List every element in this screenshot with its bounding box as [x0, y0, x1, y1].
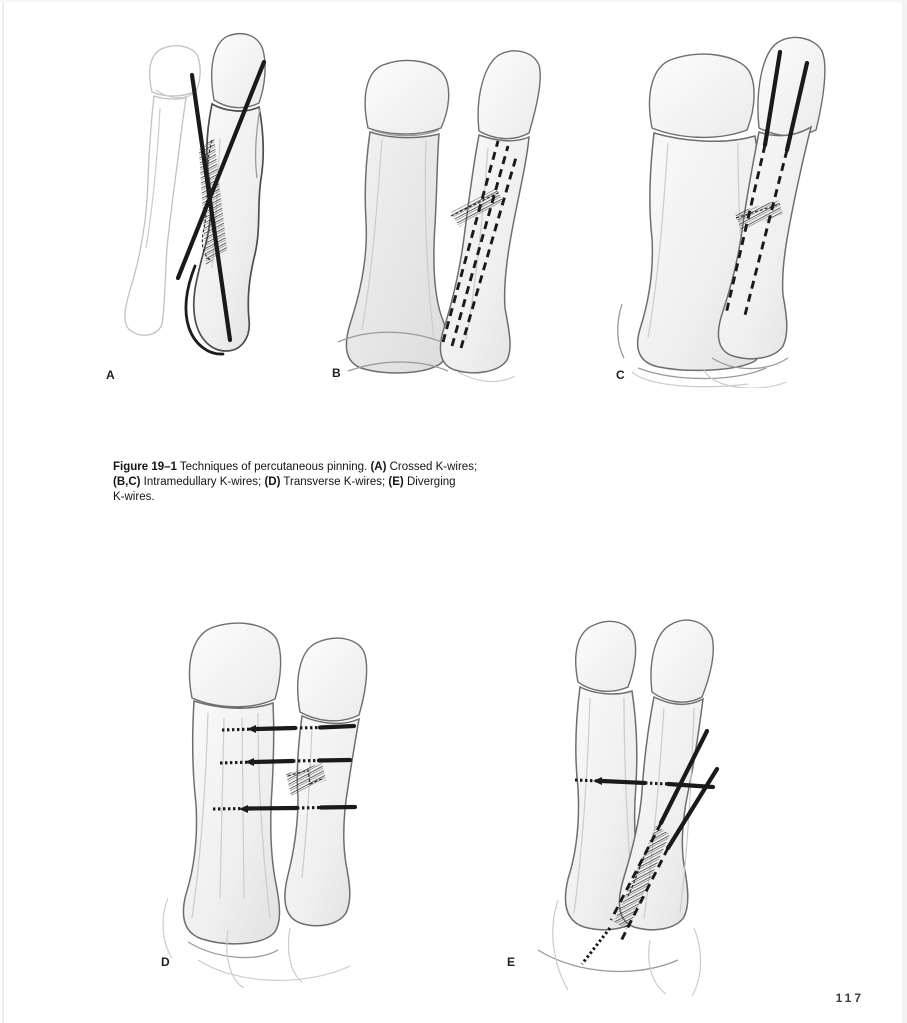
page-edge-left: [2, 0, 4, 1023]
panel-label-a: A: [106, 368, 115, 382]
k-wire: [254, 761, 293, 762]
figure-panel-c: [608, 28, 848, 388]
k-wire: [319, 760, 350, 761]
k-wire: [248, 808, 297, 809]
k-wire-transverse: [602, 781, 645, 783]
k-wire: [320, 726, 354, 728]
panel-label-d: D: [161, 955, 170, 969]
page-edge-top: [0, 0, 907, 2]
panel-label-c: C: [616, 368, 625, 382]
fractured-bone: [285, 638, 367, 926]
panel-label-e: E: [507, 955, 516, 969]
adjacent-bone: [346, 60, 448, 372]
figure-panel-b: [330, 40, 545, 385]
page-number: 117: [835, 991, 864, 1005]
figure-panel-d: [158, 598, 408, 988]
adjacent-bone: [183, 623, 280, 944]
k-wire: [321, 807, 355, 808]
page-edge-right: [902, 0, 907, 1023]
panel-label-b: B: [332, 366, 341, 380]
k-wire: [256, 728, 295, 729]
adjacent-bone: [125, 46, 200, 335]
figure-panel-a: [100, 28, 310, 378]
figure-caption: Figure 19–1 Techniques of percutaneous pinning. (A) Crossed K-wires; (B,C) Intramedullary K-wires; (D) Transverse K-wires; (E) Diverging K-wires.: [113, 461, 478, 503]
figure-panel-e: [498, 598, 768, 998]
k-wire-tip: [582, 928, 610, 964]
